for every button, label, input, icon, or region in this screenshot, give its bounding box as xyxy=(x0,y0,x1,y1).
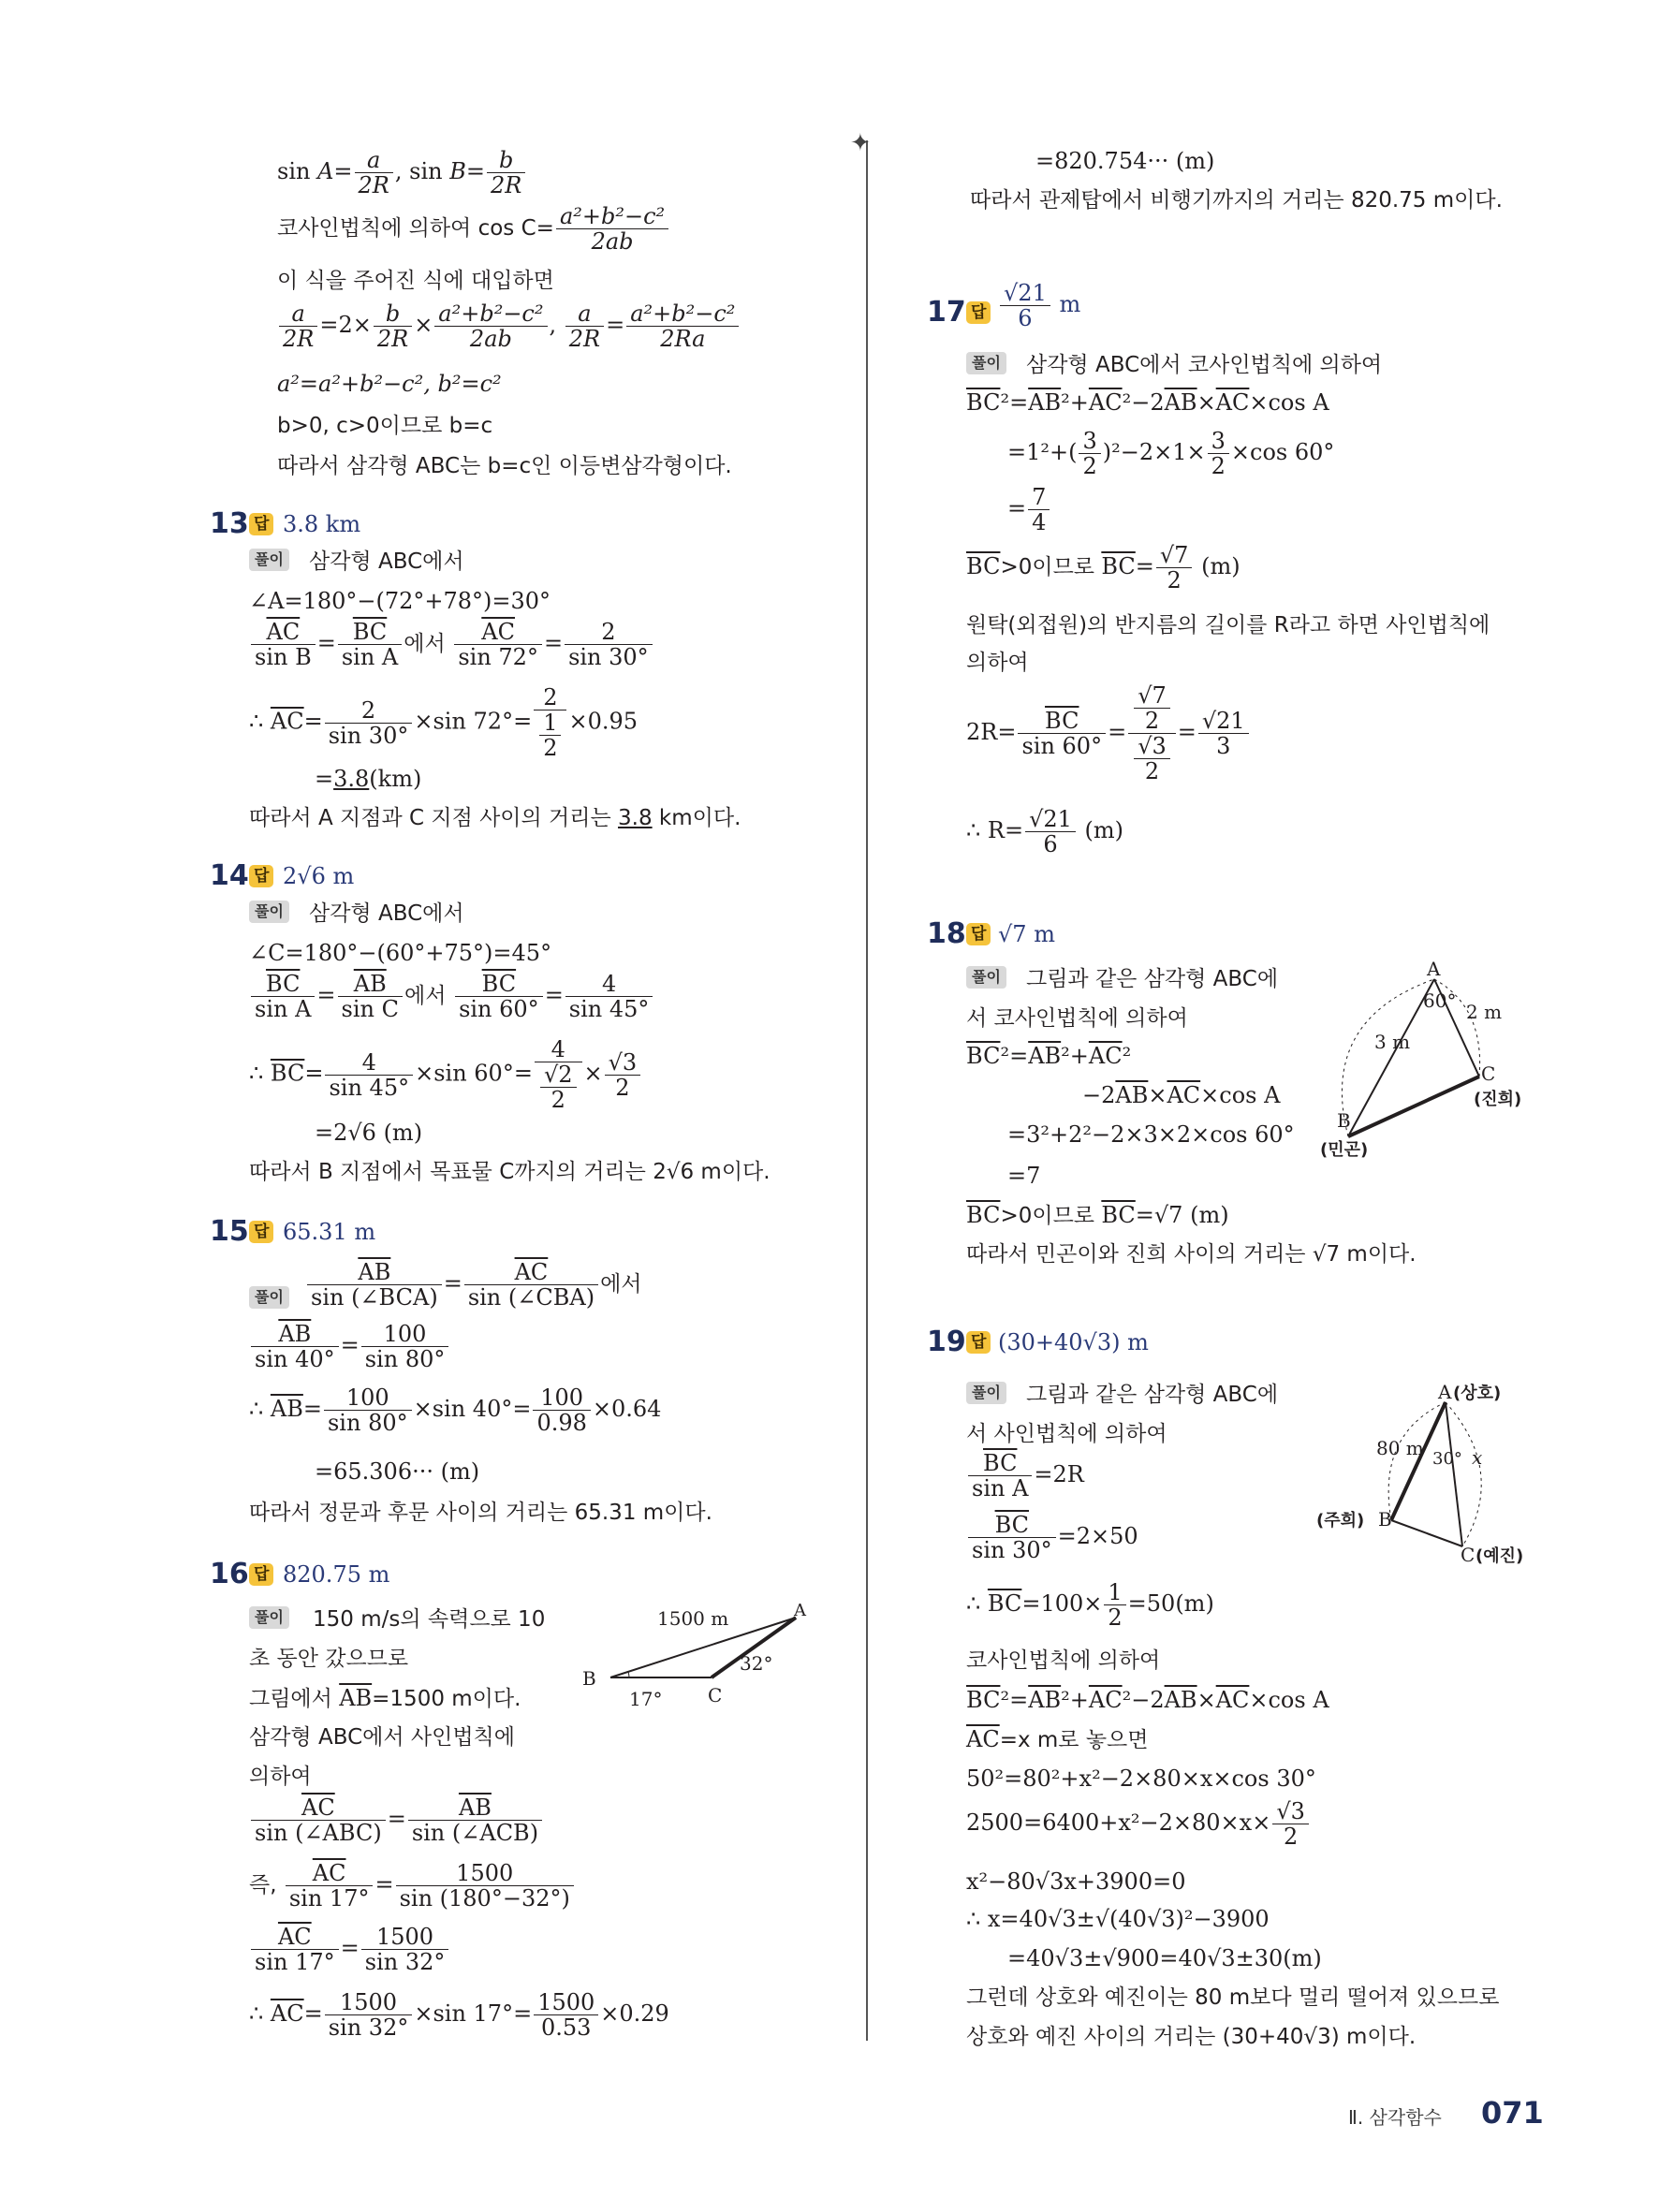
substitution-2: $\frac{\overline{AC}}{\sin 17^\circ}$ = $\frac{1500}{\sin 32^\circ}$ xyxy=(249,1925,450,1974)
label-b: B xyxy=(582,1667,596,1690)
set-x: $\overline{AC}=x$ m로 놓으면 xyxy=(966,1726,1149,1752)
solution-line: 삼각형 ABC에서 코사인법칙에 의하여 xyxy=(1026,353,1383,377)
page-number: 071 xyxy=(1481,2095,1544,2131)
side-bc xyxy=(1391,1520,1462,1546)
label-c: C xyxy=(708,1684,723,1707)
conclusion: 따라서 A 지점과 C 지점 사이의 거리는 3.8 km이다. xyxy=(249,806,741,830)
label-a: A xyxy=(1438,1381,1452,1403)
arc-ac xyxy=(1446,1402,1481,1546)
answer-badge: 답 xyxy=(966,923,991,945)
answer-value: 820.75 m xyxy=(283,1561,390,1588)
q12-cosine-law: 코사인법칙에 의하여 cos C= $\frac{\text{a²+b²−c²}}{2ab}$ xyxy=(277,204,670,254)
solution-badge: 풀이 xyxy=(249,1606,289,1629)
question-number: 14 xyxy=(210,859,249,892)
substitution: =3²+2²−2×3×2×cos 60° xyxy=(1007,1121,1295,1148)
ab-calc: ∴ $\overline{AB}=$ $\frac{100}{\sin 80^\circ}$ ×sin 40°= $\frac{100}{0.98}$ ×0.64 xyxy=(249,1384,662,1436)
solution-badge: 풀이 xyxy=(966,352,1006,374)
label-32: 32° xyxy=(740,1652,773,1675)
angle-calc: ∠C=180°−(60°+75°)=45° xyxy=(249,940,552,966)
substitution: 즉, $\frac{\overline{AC}}{\sin 17^\circ}$ = $\frac{1500}{\sin (180^\circ-32^\circ)}$ xyxy=(249,1861,576,1911)
label-17: 17° xyxy=(629,1688,663,1710)
solution-line: 삼각형 ABC에서 사인법칙에 xyxy=(249,1725,515,1750)
answer-value: $\frac{√21}{6}$ m xyxy=(998,281,1080,330)
q12-substituted-equation: $\frac{a}{2R}$ =2× $\frac{b}{2R}$ × $\frac{\text{a²+b²−c²}}{2ab}$ , $\frac{a}{2R}$ = $\frac{\text{a²+b²−c²}}{2Ra}$ xyxy=(277,301,741,351)
radius-result: ∴ R= $\frac{√21}{6}$ (m) xyxy=(966,806,1124,857)
conclusion: 따라서 B 지점에서 목표물 C까지의 거리는 2√6 m이다. xyxy=(249,1160,771,1184)
solution-line: 삼각형 ABC에서 xyxy=(309,901,464,926)
q12-substitute: 이 식을 주어진 식에 대입하면 xyxy=(277,269,554,293)
conclusion: 따라서 정문과 후문 사이의 거리는 65.31 m이다. xyxy=(249,1501,712,1525)
solution-line: 의하여 xyxy=(249,1765,312,1789)
bc-calc: ∴ $\overline{BC}=$ $\frac{4}{\sin 45^\circ}$ ×sin 60°= $\frac{4}{\frac{√2}{2}}$ × $\frac{√3}{2}$ xyxy=(249,1037,642,1112)
label-2m: 2 m xyxy=(1466,1001,1503,1023)
result-74: = $\frac{7}{4}$ xyxy=(1007,485,1051,535)
solution-line: 그림과 같은 삼각형 ABC에 xyxy=(1026,1383,1279,1407)
answer-value: 3.8 km xyxy=(283,511,361,537)
bc-result: =2√6 (m) xyxy=(315,1120,423,1146)
quadratic-result: =40√3±√900=40√3±30(m) xyxy=(1007,1945,1322,1971)
answer-value: √7 m xyxy=(998,921,1055,947)
q16-triangle-figure xyxy=(571,1591,806,1722)
solution-badge: 풀이 xyxy=(249,549,289,571)
answer-value: 2√6 m xyxy=(283,863,355,889)
question-number: 16 xyxy=(210,1558,249,1590)
equation-2: 2500=6400+x²−2×80×x× $\frac{√3}{2}$ xyxy=(966,1799,1311,1849)
label-mingon: (민곤) xyxy=(1320,1140,1369,1160)
label-a: A xyxy=(1427,958,1441,980)
label-c: C xyxy=(1461,1544,1475,1566)
q19-triangle-figure xyxy=(1311,1378,1545,1565)
solution-line: 서 사인법칙에 의하여 xyxy=(966,1422,1167,1446)
side-ac xyxy=(1446,1402,1462,1546)
solution-line: 삼각형 ABC에서 xyxy=(309,549,464,574)
solution-badge: 풀이 xyxy=(966,1382,1006,1404)
ac-result: =3.8(km) xyxy=(315,766,422,792)
equation: 50²=80²+x²−2×80×x×cos 30° xyxy=(966,1765,1316,1792)
question-number: 19 xyxy=(927,1326,966,1358)
radius-calc: 2R= $\frac{\overline{BC}}{\sin 60^\circ}$ = $\frac{\frac{√7}{2}}{\frac{√3}{2}}$ = $\frac{√21}{3}$ xyxy=(966,683,1251,784)
column-divider xyxy=(866,140,868,2041)
q12-conclusion: 따라서 삼각형 ABC는 b=c인 이등변삼각형이다. xyxy=(277,454,732,478)
label-80m: 80 m xyxy=(1376,1437,1424,1459)
substitution: =1²+( $\frac{3}{2}$ )²−2×1× $\frac{3}{2}$ ×cos 60° xyxy=(1007,428,1335,479)
label-x: x xyxy=(1472,1446,1483,1469)
solution-line: 초 동안 갔으므로 xyxy=(249,1647,409,1671)
q18-triangle-figure xyxy=(1311,958,1545,1170)
bc-result: $\overline{BC}>0$이므로 $\overline{BC}=$ $\frac{√7}{2}$ (m) xyxy=(966,542,1241,593)
label-sangho: (상호) xyxy=(1453,1384,1502,1403)
cosine-law: $\overline{BC}^2=\overline{AB}^2+\overline{AC}^2-2\overline{AB}\times\overline{AC}\times\cos$ A xyxy=(966,389,1329,416)
substitution: $\frac{\overline{AB}}{\sin 40^\circ}$ = $\frac{100}{\sin 80^\circ}$ xyxy=(249,1322,450,1371)
bc-result: ∴ $\overline{BC}=100\times$ $\frac{1}{2}$ =50(m) xyxy=(966,1579,1214,1631)
sine-law: $\frac{\overline{BC}}{\text{sin A}}$ =2R xyxy=(966,1451,1084,1501)
label-angle: 60° xyxy=(1423,989,1457,1012)
answer-badge: 답 xyxy=(249,1563,273,1586)
sine-ratio: $\frac{\overline{AC}}{\text{sin (∠ABC)}}$ = $\frac{\overline{AB}}{\text{sin (∠ACB)}}$ xyxy=(249,1795,544,1845)
label-b: B xyxy=(1378,1508,1392,1531)
solution-badge: 풀이 xyxy=(966,966,1006,989)
conclusion: 따라서 관제탑에서 비행기까지의 거리는 820.75 m이다. xyxy=(970,188,1503,212)
quadratic-solution: ∴ x=40√3±√(40√3)²−3900 xyxy=(966,1906,1270,1932)
ac-result: =820.754··· (m) xyxy=(1035,148,1215,174)
answer-value: 65.31 m xyxy=(283,1219,376,1245)
answer-badge: 답 xyxy=(249,1221,273,1243)
label-3m: 3 m xyxy=(1374,1031,1411,1053)
answer-value: (30+40√3) m xyxy=(998,1329,1149,1355)
label-c: C xyxy=(1481,1062,1496,1085)
label-dist: 1500 m xyxy=(657,1607,729,1630)
label-a: A xyxy=(794,1601,806,1620)
conclusion: 상호와 예진 사이의 거리는 (30+40√3) m이다. xyxy=(966,2025,1417,2049)
solution-line: 원탁(외접원)의 반지름의 길이를 R라고 하면 사인법칙에 xyxy=(966,613,1490,637)
solution-line: 그림과 같은 삼각형 ABC에 xyxy=(1026,967,1279,991)
ab-result: =65.306··· (m) xyxy=(315,1458,480,1485)
label-juhui: (주희) xyxy=(1316,1511,1365,1531)
side-bc xyxy=(1348,1077,1479,1136)
solution-line: 코사인법칙에 의하여 xyxy=(966,1648,1161,1673)
solution-badge: 풀이 xyxy=(249,901,289,923)
angle-calc: ∠A=180°−(72°+78°)=30° xyxy=(249,588,551,614)
solution-line: 150 m/s의 속력으로 10 xyxy=(313,1607,546,1632)
solution-line: 그림에서 $\overline{AB}=1500$ m이다. xyxy=(249,1685,521,1711)
question-number: 17 xyxy=(927,296,966,329)
reasoning: 그런데 상호와 예진이는 80 m보다 멀리 떨어져 있으므로 xyxy=(966,1985,1500,2010)
solution-badge: 풀이 xyxy=(249,1286,289,1309)
label-30: 30° xyxy=(1432,1449,1462,1469)
sine-ratio: $\frac{\overline{AB}}{\text{sin (∠BCA)}}$ = $\frac{\overline{AC}}{\text{sin (∠CBA)}}$ 에서 xyxy=(305,1260,642,1310)
answer-badge: 답 xyxy=(966,301,991,324)
answer-badge: 답 xyxy=(966,1331,991,1354)
cosine-law: $\overline{BC}^2=\overline{AB}^2+\overline{AC}^2-2\overline{AB}\times\overline{AC}\times\cos$ A xyxy=(966,1687,1329,1713)
ac-calc: ∴ $\overline{AC}=$ $\frac{1500}{\sin 32^\circ}$ ×sin 17°= $\frac{1500}{0.53}$ ×0.29 xyxy=(249,1989,669,2041)
ac-calc: ∴ $\overline{AC}=$ $\frac{2}{\sin 30^\circ}$ ×sin 72°= $\frac{2}{\frac{1}{2}}$ ×0.95 xyxy=(249,684,639,761)
label-yejin: (예진) xyxy=(1475,1546,1524,1566)
answer-badge: 답 xyxy=(249,865,273,887)
sine-law-2: $\frac{\overline{BC}}{\sin 30^\circ}$ =2×50 xyxy=(966,1513,1138,1562)
cosine-law-2: $-2\overline{AB}\times\overline{AC}\times\cos$ A xyxy=(1082,1082,1281,1108)
quadratic: x²−80√3x+3900=0 xyxy=(966,1868,1186,1895)
question-number: 13 xyxy=(210,507,249,540)
answer-badge: 답 xyxy=(249,513,273,535)
q12-positive: b>0, c>0이므로 b=c xyxy=(277,414,493,438)
label-jinhui: (진희) xyxy=(1474,1090,1522,1109)
solution-line: 의하여 xyxy=(966,651,1029,675)
side-ab xyxy=(1348,979,1434,1136)
q12-simplify: a²=a²+b²−c², b²=c² xyxy=(277,371,502,397)
q12-sine-values: sin A= $\frac{a}{2R}$ , sin B= $\frac{b}{2R}$ xyxy=(277,148,527,198)
question-number: 15 xyxy=(210,1215,249,1248)
solution-line: 서 코사인법칙에 의하여 xyxy=(966,1006,1188,1031)
bc-result: $\overline{BC}>0$이므로 $\overline{BC}=√7$ (m) xyxy=(966,1202,1229,1228)
sine-ratio: $\frac{\overline{BC}}{\text{sin A}}$ = $\frac{\overline{AB}}{\text{sin C}}$ 에서 $\frac{\overline{BC}}{\sin 60^\circ}$ = $\frac{4}{\sin 45^\circ}$ xyxy=(249,972,654,1021)
sine-ratio: $\frac{\overline{AC}}{\text{sin B}}$ = $\frac{\overline{BC}}{\text{sin A}}$ 에서 $\frac{\overline{AC}}{\sin 72^\circ}$ = $\frac{2}{\sin 30^\circ}$ xyxy=(249,620,654,669)
divider-ornament-icon: ✦ xyxy=(850,129,871,157)
label-b: B xyxy=(1337,1109,1351,1132)
question-number: 18 xyxy=(927,917,966,950)
cosine-law: $\overline{BC}^2=\overline{AB}^2+\overline{AC}^2$ xyxy=(966,1043,1132,1069)
chapter-label: Ⅱ. 삼각함수 xyxy=(1348,2106,1442,2129)
conclusion: 따라서 민곤이와 진희 사이의 거리는 √7 m이다. xyxy=(966,1242,1417,1267)
result: =7 xyxy=(1007,1163,1041,1189)
